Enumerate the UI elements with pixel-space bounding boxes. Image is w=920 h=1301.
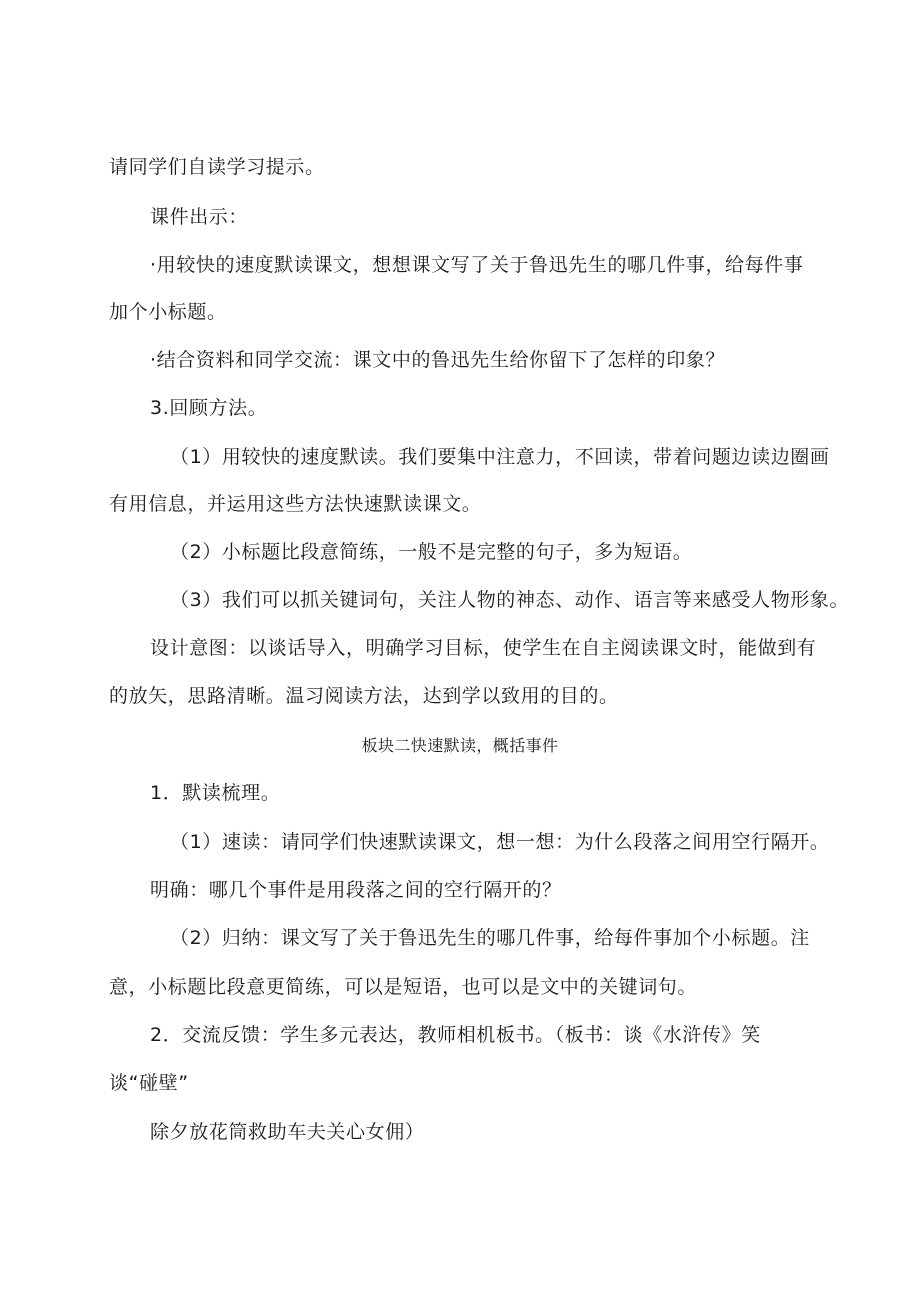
paragraph-line: 请同学们自读学习提示。 bbox=[109, 156, 325, 178]
bullet-line: ·用较快的速度默读课文，想想课文写了关于鲁迅先生的哪几件事，给每件事 bbox=[150, 254, 804, 276]
paragraph-line: （3）我们可以抓关键词句，关注人物的神态、动作、语言等来感受人物形象。 bbox=[170, 589, 850, 611]
design-intent-line: 设计意图：以谈话导入，明确学习目标，使学生在自主阅读课文时，能做到有 bbox=[150, 637, 817, 659]
paragraph-line: 明确：哪几个事件是用段落之间的空行隔开的？ bbox=[150, 879, 562, 901]
section-heading: 2．交流反馈：学生多元表达，教师相机板书。（板书：谈《水浒传》笑 bbox=[150, 1024, 761, 1046]
section-heading: 1．默读梳理。 bbox=[150, 782, 281, 804]
paragraph-line: （2）归纳：课文写了关于鲁迅先生的哪几件事，给每件事加个小标题。注 bbox=[170, 927, 810, 949]
paragraph-line: （2）小标题比段意简练，一般不是完整的句子，多为短语。 bbox=[170, 541, 693, 563]
paragraph-line: （1）用较快的速度默读。我们要集中注意力，不回读，带着问题边读边圈画 bbox=[170, 446, 830, 468]
paragraph-line: 谈“碰壁” bbox=[109, 1072, 189, 1094]
section-heading: 3.回顾方法。 bbox=[150, 397, 268, 419]
bullet-line: ·结合资料和同学交流：课文中的鲁迅先生给你留下了怎样的印象？ bbox=[150, 349, 726, 371]
paragraph-line: 除夕放花筒救助车夫关心女佣） bbox=[150, 1121, 425, 1143]
section-title: 板块二快速默读，概括事件 bbox=[361, 736, 559, 755]
paragraph-line: 课件出示： bbox=[150, 206, 249, 228]
paragraph-line: 加个小标题。 bbox=[109, 301, 227, 323]
paragraph-line: 意，小标题比段意更简练，可以是短语，也可以是文中的关键词句。 bbox=[109, 976, 698, 998]
paragraph-line: （1）速读：请同学们快速默读课文，想一想：为什么段落之间用空行隔开。 bbox=[170, 831, 830, 853]
paragraph-line: 的放矢，思路清晰。温习阅读方法，达到学以致用的目的。 bbox=[109, 685, 619, 707]
paragraph-line: 有用信息，并运用这些方法快速默读课文。 bbox=[109, 493, 482, 515]
